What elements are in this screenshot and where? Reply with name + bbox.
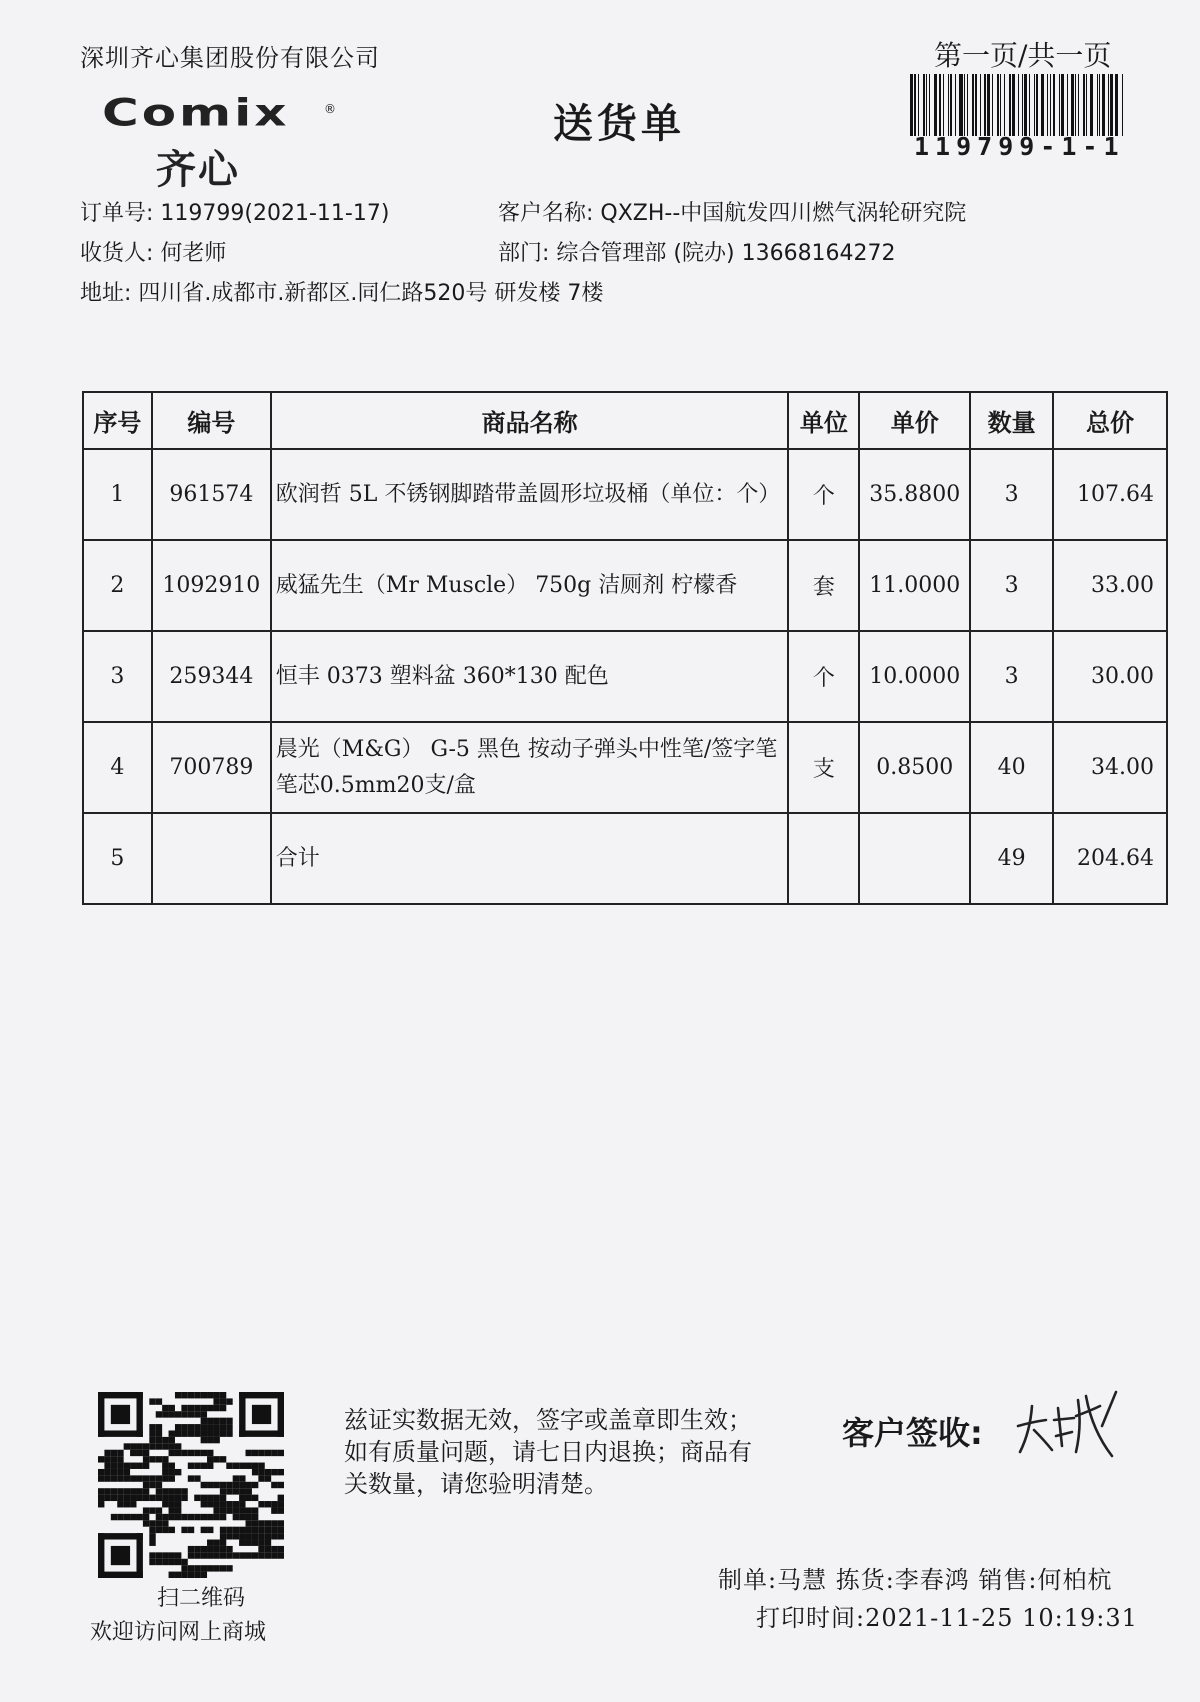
barcode-bar — [1050, 74, 1051, 136]
header-code: 编号 — [152, 392, 271, 449]
barcode-bar — [1059, 74, 1060, 136]
order-number — [80, 196, 389, 227]
barcode-bar — [914, 74, 915, 136]
logo-brand: Comix — [102, 91, 290, 135]
barcode-bar — [1004, 74, 1005, 136]
customer-value: QXZH--中国航发四川燃气涡轮研究院 — [600, 201, 967, 226]
header-price: 单价 — [859, 392, 970, 449]
cell-name: 恒丰 0373 塑料盆 360*130 配色 — [271, 631, 789, 722]
cell-code: 1092910 — [152, 540, 271, 631]
barcode-bar — [1012, 74, 1015, 136]
barcode-bar — [984, 74, 985, 136]
document-title: 送货单 — [553, 101, 685, 147]
cell-name: 合计 — [271, 813, 789, 904]
address — [80, 276, 603, 307]
comix-logo — [102, 91, 336, 193]
registered-mark: ® — [324, 102, 336, 116]
cell-price — [859, 813, 970, 904]
barcode-bar — [1009, 74, 1011, 136]
address-value: 四川省.成都市.新都区.同仁路520号 研发楼 7楼 — [138, 281, 604, 306]
barcode-bar — [1036, 74, 1038, 136]
barcode-bar — [1078, 74, 1079, 136]
customer-sign-label: 客户签收: — [842, 1414, 983, 1452]
barcode-bar — [1071, 74, 1073, 136]
barcode-bar — [1034, 74, 1035, 136]
barcode-bar — [964, 74, 965, 136]
cell-unit: 支 — [788, 722, 859, 813]
cell-total: 30.00 — [1053, 631, 1167, 722]
barcode-bar — [923, 74, 925, 136]
total-row — [83, 813, 1167, 904]
department — [498, 236, 896, 267]
cell-name: 威猛先生（Mr Muscle） 750g 洁厕剂 柠檬香 — [271, 540, 789, 631]
barcode-bar — [926, 74, 927, 136]
barcode-bar — [959, 74, 962, 136]
cell-code: 259344 — [152, 631, 271, 722]
header-name: 商品名称 — [271, 392, 789, 449]
cell-total: 34.00 — [1053, 722, 1167, 813]
barcode-bar — [997, 74, 999, 136]
barcode — [910, 74, 1124, 136]
cell-seq: 5 — [83, 813, 152, 904]
customer-name — [498, 196, 966, 227]
company-name: 深圳齐心集团股份有限公司 — [80, 44, 380, 72]
barcode-bar — [1108, 74, 1109, 136]
barcode-bar — [950, 74, 952, 136]
handwritten-signature — [1012, 1386, 1122, 1466]
cell-qty: 49 — [970, 813, 1053, 904]
barcode-bar — [1083, 74, 1085, 136]
barcode-bar — [1075, 74, 1076, 136]
barcode-bar — [1115, 74, 1118, 136]
print-time: 打印时间:2021-11-25 10:19:31 — [756, 1604, 1138, 1632]
barcode-bar — [1053, 74, 1055, 136]
cell-unit: 套 — [788, 540, 859, 631]
order-number-value: 119799(2021-11-17) — [160, 201, 390, 226]
barcode-bar — [934, 74, 937, 136]
table-row — [83, 722, 1167, 813]
qr-caption-line2: 欢迎访问网上商城 — [90, 1620, 267, 1645]
department-value: 综合管理部 (院办) 13668164272 — [556, 241, 896, 266]
barcode-bar — [980, 74, 981, 136]
cell-name: 晨光（M&G） G-5 黑色 按动子弹头中性笔/签字笔笔芯0.5mm20支/盒 — [271, 722, 789, 813]
barcode-bar — [943, 74, 944, 136]
barcode-bar — [910, 74, 913, 136]
cell-price: 10.0000 — [859, 631, 970, 722]
notice-text: 兹证实数据无效，签字或盖章即生效；如有质量问题，请七日内退换；商品有关数量，请您验明清楚。 — [344, 1406, 752, 1498]
barcode-bar — [1061, 74, 1064, 136]
barcode-bar — [975, 74, 977, 136]
barcode-bar — [939, 74, 941, 136]
table-row — [83, 540, 1167, 631]
staff-info: 制单:马慧 拣货:李春鸿 销售:何柏杭 — [718, 1566, 1113, 1594]
cell-price: 35.8800 — [859, 449, 970, 540]
cell-unit — [788, 813, 859, 904]
table-row — [83, 631, 1167, 722]
cell-seq: 4 — [83, 722, 152, 813]
cell-seq: 1 — [83, 449, 152, 540]
cell-total: 204.64 — [1053, 813, 1167, 904]
barcode-number: 119799-1-1 — [914, 132, 1125, 161]
barcode-bar — [1097, 74, 1098, 136]
barcode-bar — [1122, 74, 1123, 136]
table-header-row — [83, 392, 1167, 449]
cell-seq: 3 — [83, 631, 152, 722]
items-table — [82, 391, 1168, 905]
barcode-bar — [1022, 74, 1023, 136]
cell-qty: 40 — [970, 722, 1053, 813]
barcode-bar — [972, 74, 974, 136]
table-row — [83, 449, 1167, 540]
cell-seq: 2 — [83, 540, 152, 631]
header-qty: 数量 — [970, 392, 1053, 449]
department-label: 部门: — [498, 241, 550, 266]
barcode-bar — [1067, 74, 1068, 136]
barcode-bar — [918, 74, 919, 136]
cell-unit: 个 — [788, 631, 859, 722]
header-seq: 序号 — [83, 392, 152, 449]
barcode-bar — [1000, 74, 1001, 136]
barcode-bar — [1024, 74, 1026, 136]
barcode-bar — [1018, 74, 1019, 136]
cell-code — [152, 813, 271, 904]
barcode-bar — [1047, 74, 1048, 136]
cell-total: 33.00 — [1053, 540, 1167, 631]
barcode-bar — [967, 74, 968, 136]
header-unit: 单位 — [788, 392, 859, 449]
qr-code — [98, 1392, 284, 1578]
barcode-bar — [1041, 74, 1044, 136]
page-info: 第一页/共一页 — [934, 39, 1112, 72]
barcode-bar — [1029, 74, 1030, 136]
barcode-bar — [955, 74, 956, 136]
barcode-bar — [1099, 74, 1100, 136]
order-number-label: 订单号: — [80, 201, 154, 226]
header-total: 总价 — [1053, 392, 1167, 449]
customer-label: 客户名称: — [498, 201, 594, 226]
barcode-bar — [1086, 74, 1087, 136]
address-label: 地址: — [80, 281, 132, 306]
cell-unit: 个 — [788, 449, 859, 540]
barcode-bar — [1110, 74, 1112, 136]
barcode-bar — [948, 74, 949, 136]
cell-name: 欧润哲 5L 不锈钢脚踏带盖圆形垃圾桶（单位：个） — [271, 449, 789, 540]
barcode-bar — [1102, 74, 1104, 136]
qr-caption-line1: 扫二维码 — [157, 1586, 246, 1611]
cell-qty: 3 — [970, 449, 1053, 540]
receiver-label: 收货人: — [80, 241, 154, 266]
barcode-bar — [929, 74, 930, 136]
barcode-bar — [992, 74, 993, 136]
receiver — [80, 236, 226, 267]
cell-code: 961574 — [152, 449, 271, 540]
cell-code: 700789 — [152, 722, 271, 813]
qr-caption — [90, 1582, 267, 1650]
receiver-value: 何老师 — [160, 241, 227, 266]
cell-qty: 3 — [970, 631, 1053, 722]
logo-chinese: 齐心 — [156, 147, 240, 193]
cell-total: 107.64 — [1053, 449, 1167, 540]
barcode-bar — [987, 74, 990, 136]
cell-qty: 3 — [970, 540, 1053, 631]
cell-price: 11.0000 — [859, 540, 970, 631]
cell-price: 0.8500 — [859, 722, 970, 813]
barcode-bar — [1090, 74, 1093, 136]
